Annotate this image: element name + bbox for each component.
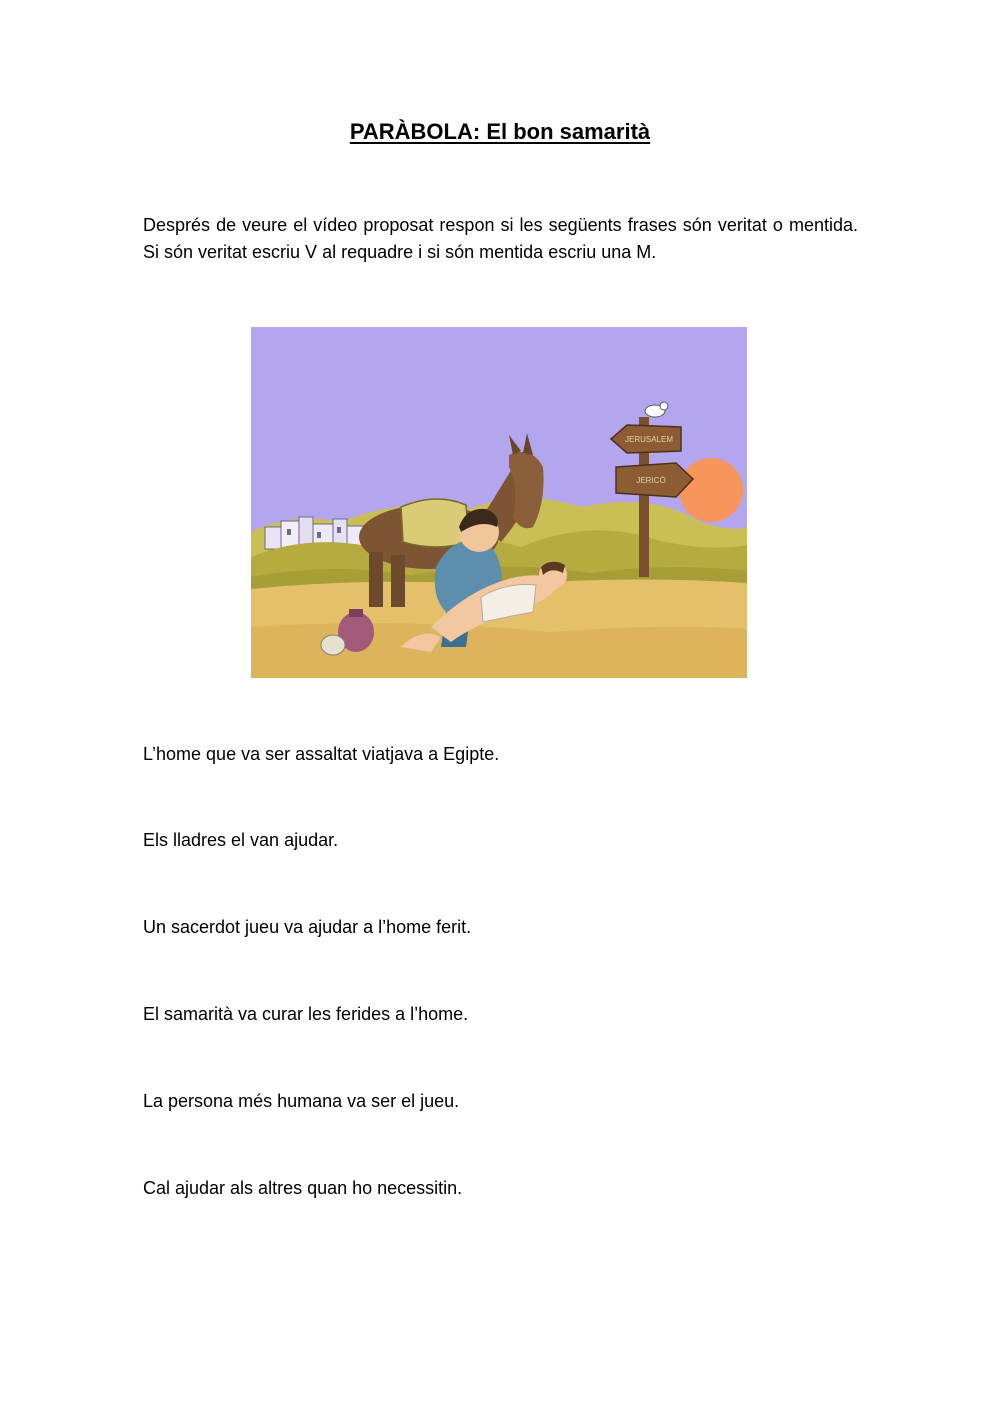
instructions-paragraph: Després de veure el vídeo proposat respon si les següents frases són veritat o mentida. Si són veritat escriu V al requadre i si són mentida escriu una M. bbox=[143, 215, 858, 262]
statement-2: Els lladres el van ajudar. bbox=[143, 830, 339, 850]
sign-jerusalem-label: JERUSALEM bbox=[624, 435, 674, 444]
sign-jerico-label: JERICÓ bbox=[636, 476, 666, 485]
statement-6: Cal ajudar als altres quan ho necessitin. bbox=[143, 1178, 463, 1198]
statement-3: Un sacerdot jueu va ajudar a l’home ferit. bbox=[143, 917, 472, 937]
statement-1: L’home que va ser assaltat viatjava a Egipte. bbox=[143, 744, 500, 764]
statement-4: El samarità va curar les ferides a l’home. bbox=[143, 1004, 469, 1024]
page-title: PARÀBOLA: El bon samarità bbox=[349, 119, 651, 144]
good-samaritan-illustration bbox=[251, 327, 747, 678]
statement-5: La persona més humana va ser el jueu. bbox=[143, 1091, 460, 1111]
sun-icon bbox=[679, 458, 743, 522]
